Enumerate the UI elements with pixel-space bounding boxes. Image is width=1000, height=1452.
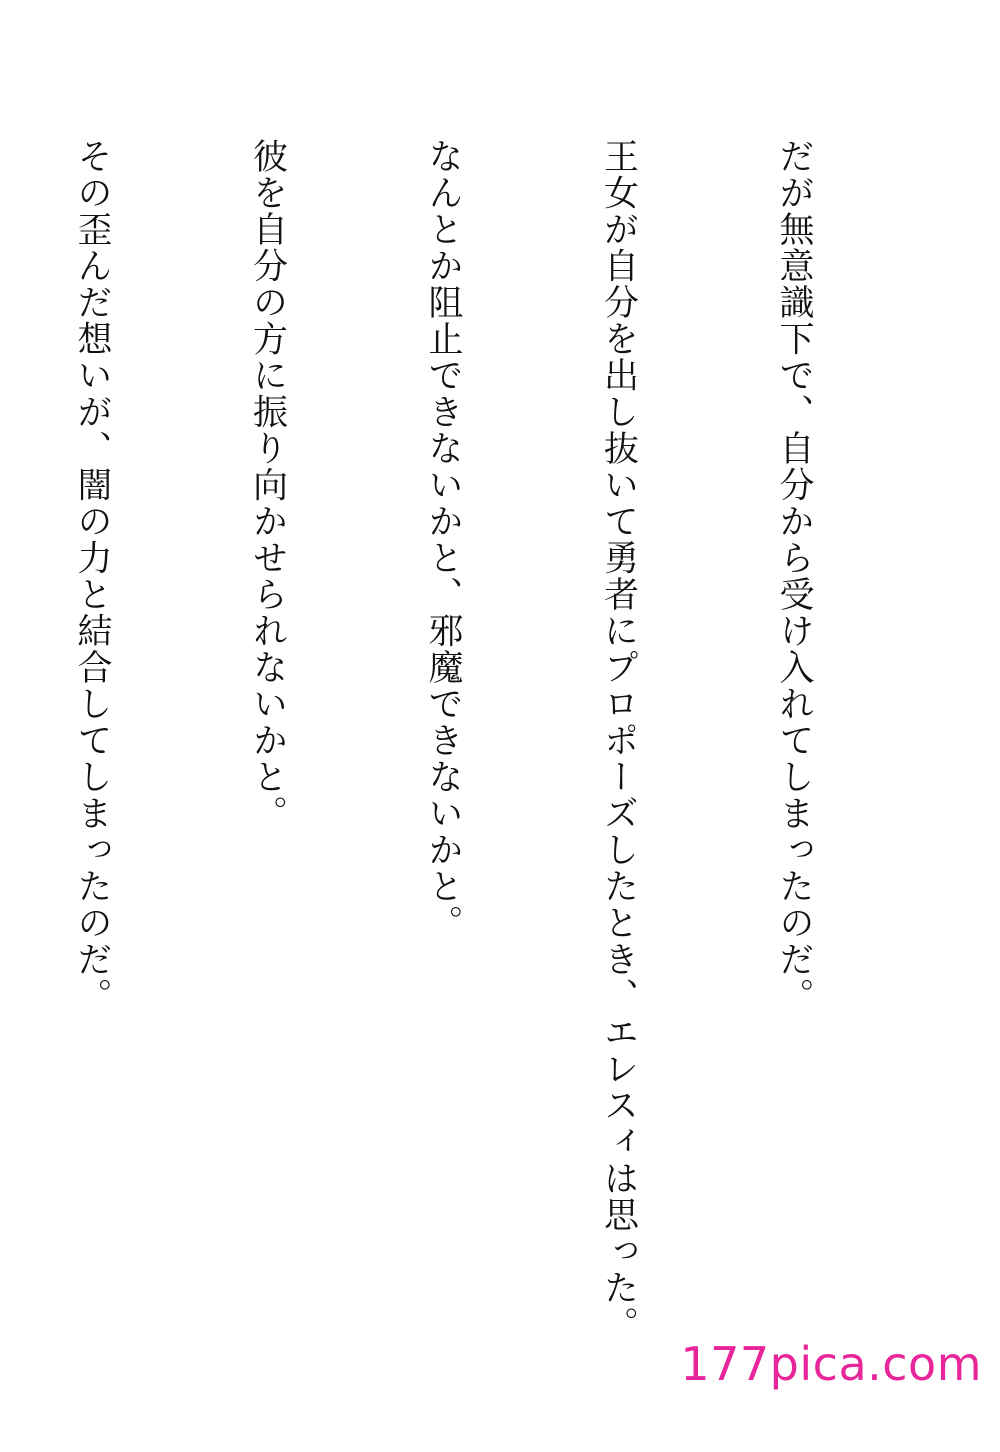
watermark-text: 177pica.com [680,1337,982,1391]
text-line-3: なんとか阻止できないかと、邪魔できないかと。 [423,138,463,941]
text-line-1: だが無意識下で、自分から受け入れてしまったのだ。 [774,138,814,1014]
text-line-2: 王女が自分を出し抜いて勇者にプロポーズしたとき、エレスィは思った。 [598,138,639,1343]
text-line-4: 彼を自分の方に振り向かせられないかと。 [247,138,288,832]
text-line-5: その歪んだ想いが、闇の力と結合してしまったのだ。 [72,138,112,1014]
vertical-text-block [0,138,940,1358]
